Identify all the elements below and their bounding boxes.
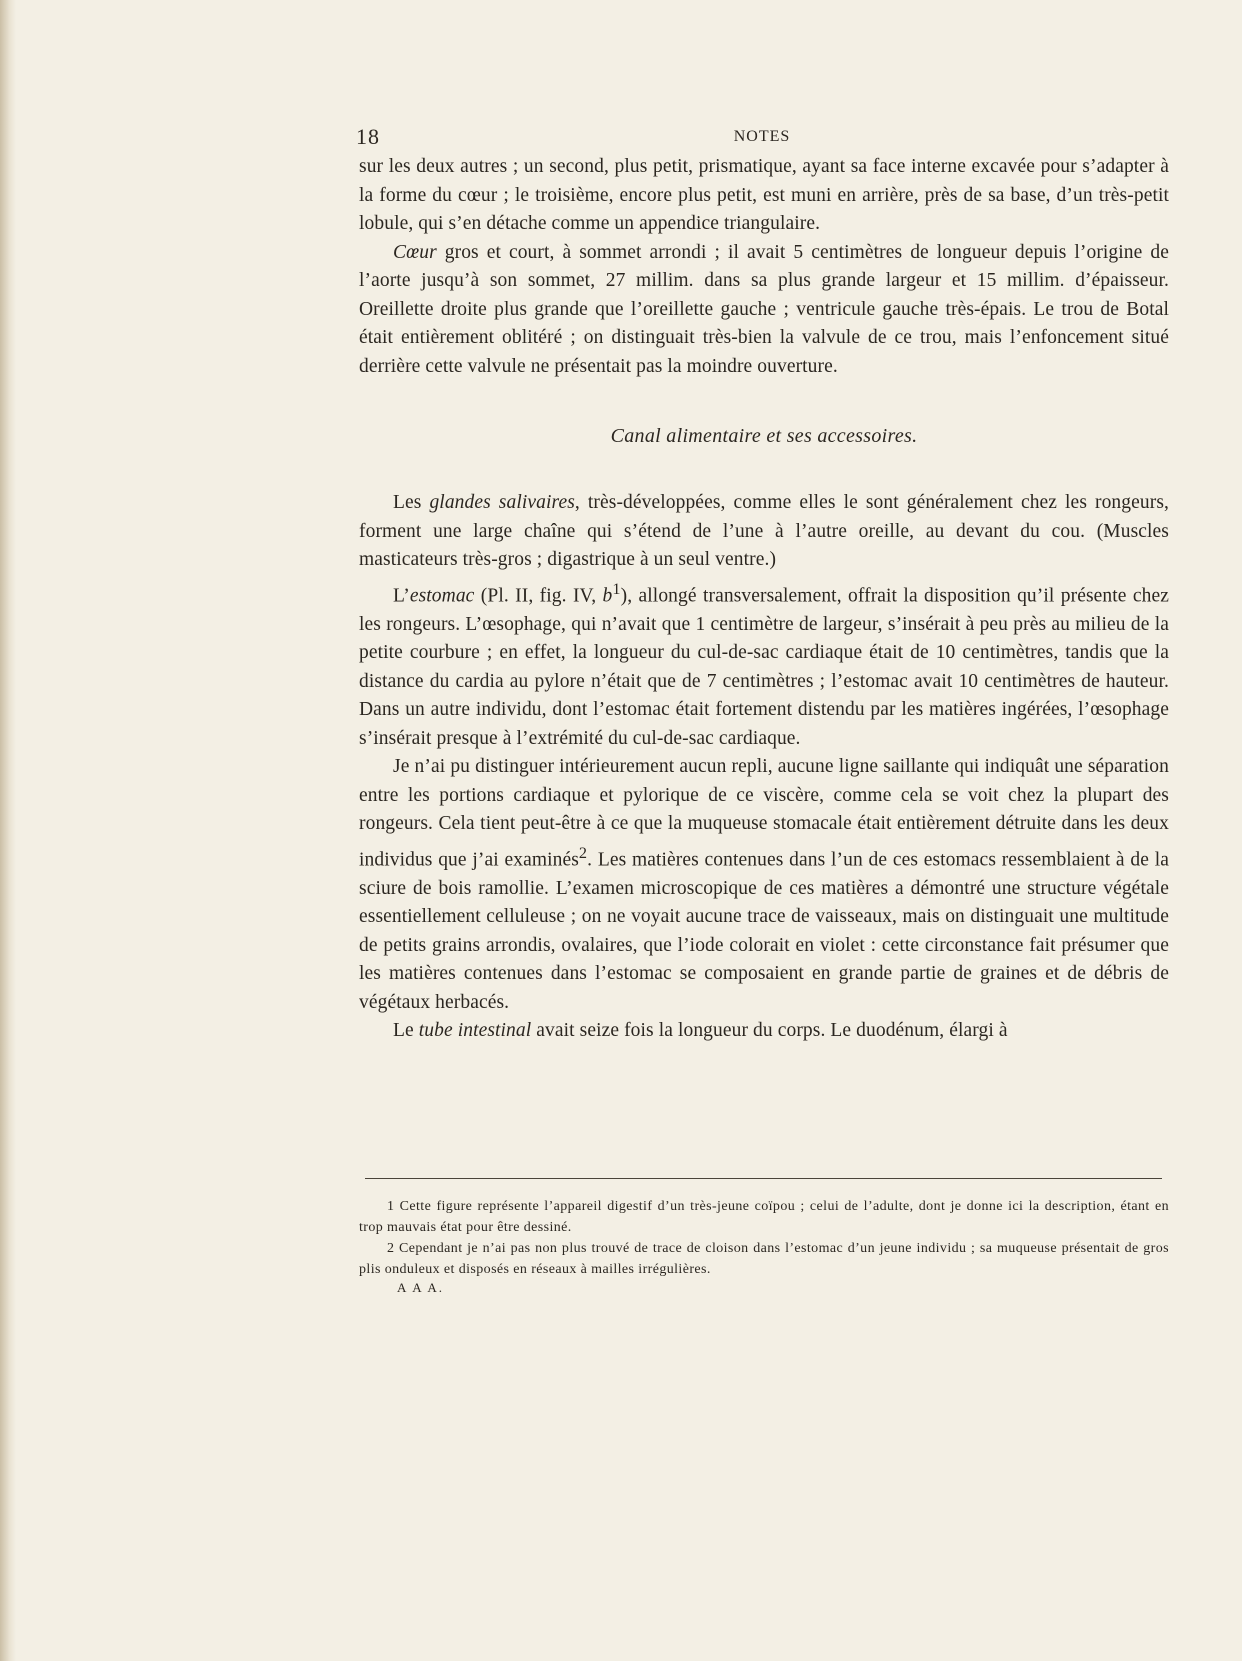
footnote-2: 2 Cependant je n’ai pas non plus trouvé de trace de cloison dans l’estomac d’un jeune individu ; sa muqueuse présentait de gros plis onduleux et disposés en réseaux à mailles irrégulières. — [359, 1241, 1169, 1277]
paragraph-text: L’ — [393, 585, 410, 606]
paragraph-glandes — [359, 489, 1169, 575]
paragraph-text: (Pl. II, fig. IV, — [474, 585, 603, 606]
footnote-1: 1 Cette figure représente l’appareil digestif d’un très-jeune coïpou ; celui de l’adulte, dont je donne ici la description, étant en trop mauvais état pour être dessiné. — [359, 1199, 1169, 1235]
paragraph-text: Le — [393, 1020, 419, 1041]
paragraph-text: . Les matières contenues dans l’un de ces estomacs ressemblaient à de la sciure de bois ramollie. L’examen microscopique de ces matières a démontré une structure végétale essentiellement celluleuse ; on ne voyait aucune trace de vaisseaux, mais on distinguait une multitude de petits grains arrondis, ovalaires, que l’iode colorait en violet : cette circonstance fait présumer que les matières contenues dans l’estomac se composaient en grande partie de graines et de débris de végétaux herbacés. — [359, 849, 1169, 1013]
figure-ref: b — [602, 585, 613, 606]
paragraph-continuation — [359, 153, 1169, 239]
paragraph-intestin — [359, 1017, 1169, 1046]
paragraph-text: gros et court, à sommet arrondi ; il avait 5 centimètres de longueur depuis l’origine de l’aorte jusqu’à son sommet, 27 millim. dans sa plus grande largeur et 15 millim. d’épaisseur. Oreillette droite plus grande que l’oreillette gauche ; ventricule gauche très-épais. Le trou de Botal était entièrement oblitéré ; on distinguait très-bien la valvule de ce trou, mais l’enfoncement situé derrière cette valvule ne présentait pas la moindre ouverture. — [359, 241, 1169, 377]
paragraph-text: sur les deux autres ; un second, plus petit, prismatique, ayant sa face interne excavée pour s’adapter à la forme du cœur ; le troisième, encore plus petit, est muni en arrière, près de sa base, d’un très-petit lobule, qui s’en détache comme un appendice triangulaire. — [359, 156, 1169, 234]
page-number: 18 — [356, 124, 380, 149]
term-coeur: Cœur — [393, 241, 437, 263]
paragraph-text: avait seize fois la longueur du corps. Le duodénum, élargi à — [531, 1020, 1008, 1041]
footnote-marker-1: 1 — [612, 579, 621, 598]
section-heading: Canal alimentaire et ses accessoires. — [610, 425, 918, 447]
paragraph-repli — [359, 753, 1169, 1017]
paragraph-text: , très-développées, comme elles le sont généralement chez les rongeurs, forment une large chaîne qui s’étend de l’une à l’autre oreille, au devant du cou. (Muscles masticateurs très-gros ; digastrique à un seul ventre.) — [359, 492, 1169, 570]
term-glandes-salivaires: glandes salivaires — [429, 492, 575, 513]
paragraph-text: Les — [393, 492, 430, 513]
running-title: NOTES — [733, 128, 791, 145]
page-header — [356, 124, 1168, 148]
footnote-marker-2: 2 — [578, 843, 588, 862]
paragraph-estomac — [359, 575, 1169, 754]
paragraph-coeur — [359, 239, 1169, 382]
paragraph-text: Je n’ai pu distinguer intérieurement aucun repli, aucune ligne saillante qui indiquât une séparation entre les portions cardiaque et pylorique de ce viscère, comme cela se voit chez la plupart des rongeurs. Cela tient peut-être à ce que la muqueuse stomacale était entièrement détruite dans les deux individus que j’ai examinés — [359, 756, 1169, 870]
footnote-signature: A A A. — [397, 1280, 445, 1295]
paragraph-text: ), allongé transversalement, offrait la disposition qu’il présente chez les rongeurs. L’œsophage, qui n’avait que 1 centimètre de largeur, s’insérait à peu près au milieu de la petite courbure ; en effet, la longueur du cul-de-sac cardiaque était de 10 centimètres, tandis que la distance du cardia au pylore n’était que de 7 centimètres ; l’estomac avait 10 centimètres de hauteur. Dans un autre individu, dont l’estomac était fortement distendu par les matières ingérées, l’œsophage s’insérait presque à l’extrémité du cul-de-sac cardiaque. — [359, 585, 1169, 749]
main-text — [359, 153, 1169, 1046]
footnotes — [359, 1196, 1169, 1296]
page-edge-shadow — [0, 0, 16, 1661]
term-tube-intestinal: tube intestinal — [418, 1020, 532, 1041]
term-estomac: estomac — [409, 585, 475, 606]
footnote-divider — [365, 1178, 1162, 1179]
